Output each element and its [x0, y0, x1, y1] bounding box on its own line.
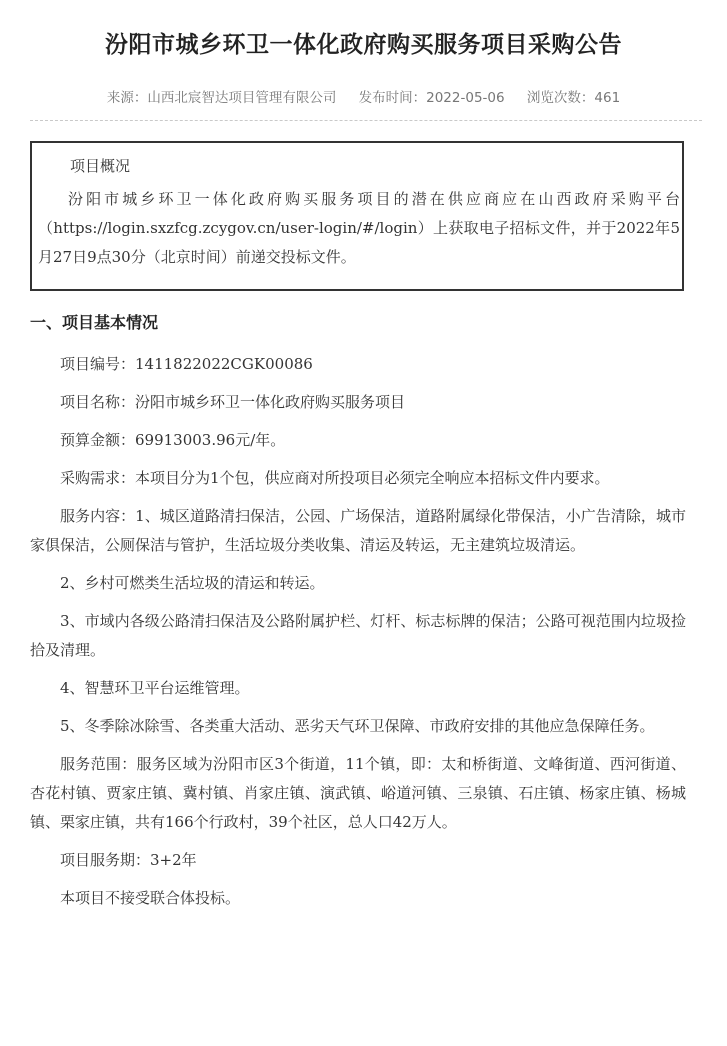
paragraph-service-scope: 服务范围：服务区域为汾阳市区3个街道，11个镇，即：太和桥街道、文峰街道、西河街道、杏花村镇、贾家庄镇、冀村镇、肖家庄镇、演武镇、峪道河镇、三泉镇、石庄镇、杨家庄镇、杨城镇、栗家庄镇，共有166个行政村，39个社区，总人口42万人。	[30, 755, 686, 831]
paragraph-project-number: 项目编号：1411822022CGK00086	[60, 355, 313, 373]
section-content	[30, 350, 686, 922]
section-heading: 一、项目基本情况	[30, 313, 159, 332]
paragraph-service-item-2: 2、乡村可燃类生活垃圾的清运和转运。	[60, 574, 325, 592]
paragraph-project-name: 项目名称：汾阳市城乡环卫一体化政府购买服务项目	[60, 393, 406, 411]
paragraph-consortium: 本项目不接受联合体投标。	[60, 889, 241, 907]
paragraph-service-period: 项目服务期：3+2年	[60, 851, 197, 869]
paragraph-service-item-5: 5、冬季除冰除雪、各类重大活动、恶劣天气环卫保障、市政府安排的其他应急保障任务。	[60, 717, 655, 735]
overview-text: 汾阳市城乡环卫一体化政府购买服务项目的潜在供应商应在山西政府采购平台（https://login.sxzfcg.zcygov.cn/user-login/#/login）上获取电子招标文件，并于2022年5月27日9点30分（北京时间）前递交投标文件。	[38, 190, 680, 266]
paragraph-service-item-4: 4、智慧环卫平台运维管理。	[60, 679, 250, 697]
overview-heading: 项目概况	[70, 157, 131, 175]
divider	[30, 120, 702, 121]
paragraph-budget: 预算金额：69913003.96元/年。	[60, 431, 286, 449]
overview-box	[30, 141, 684, 291]
page-title: 汾阳市城乡环卫一体化政府购买服务项目采购公告	[105, 32, 622, 58]
paragraph-service-content: 服务内容：1、城区道路清扫保洁，公园、广场保洁，道路附属绿化带保洁，小广告清除，城市家俱保洁，公厕保洁与管护，生活垃圾分类收集、清运及转运，无主建筑垃圾清运。	[30, 507, 686, 554]
publish-date: 发布时间：2022-05-06	[358, 90, 505, 106]
paragraph-service-item-3: 3、市域内各级公路清扫保洁及公路附属护栏、灯杆、标志标牌的保洁；公路可视范围内垃圾捡拾及清理。	[30, 612, 686, 659]
article-meta	[0, 86, 727, 106]
view-count: 浏览次数：461	[526, 90, 621, 106]
paragraph-requirements: 采购需求：本项目分为1个包，供应商对所投项目必须完全响应本招标文件内要求。	[60, 469, 610, 487]
source-label: 来源：山西北宸智达项目管理有限公司	[106, 90, 337, 106]
